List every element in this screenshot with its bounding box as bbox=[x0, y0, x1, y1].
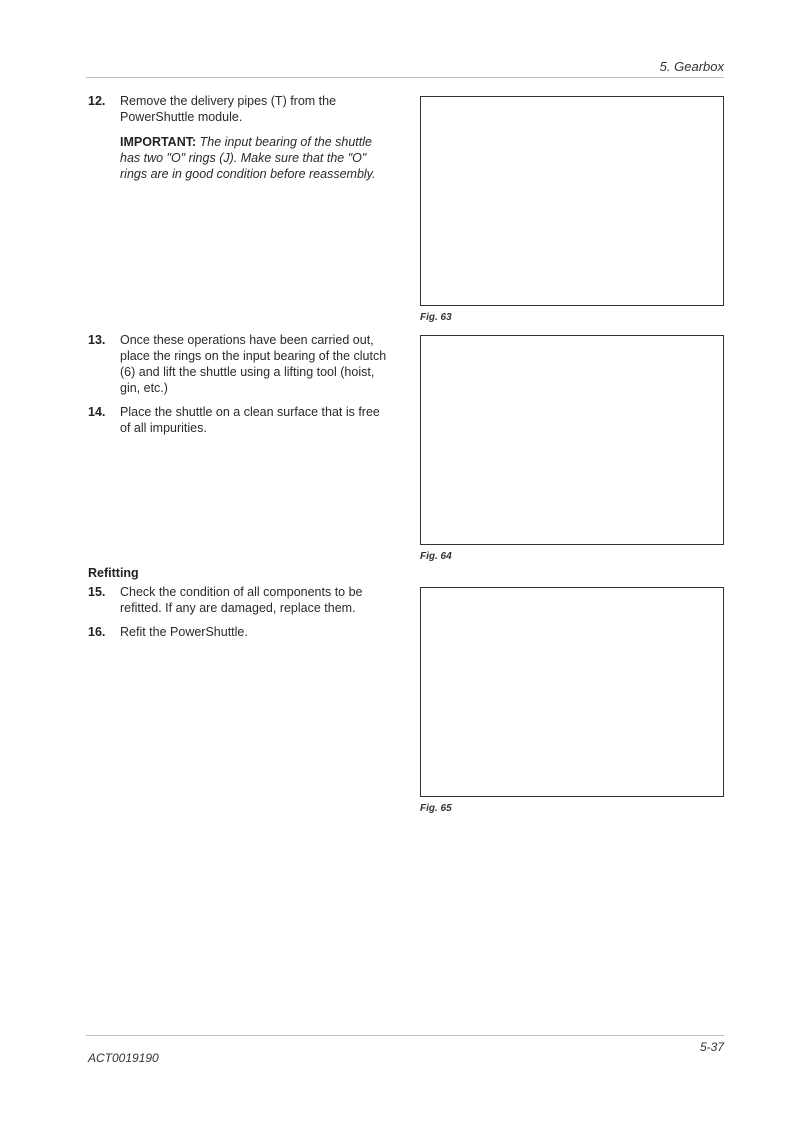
figure-64-frame bbox=[420, 335, 724, 545]
step-text: Once these operations have been carried out, place the rings on the input bearing of the clutch (6) and lift the shuttle using a lifting tool (hoist, gin, etc.) bbox=[120, 333, 387, 395]
step-number: 13. bbox=[88, 333, 106, 347]
figure-63-frame bbox=[420, 96, 724, 306]
figure-65-frame bbox=[420, 587, 724, 797]
page-header-section: 5. Gearbox bbox=[659, 59, 724, 74]
step-text: Remove the delivery pipes (T) from the PowerShuttle module. bbox=[120, 94, 337, 124]
document-code: ACT0019190 bbox=[88, 1051, 159, 1065]
figure-65-caption: Fig. 65 bbox=[420, 803, 452, 814]
step-12 bbox=[88, 93, 388, 182]
step-number: 14. bbox=[88, 405, 106, 419]
step-text: Place the shuttle on a clean surface that is free of all impurities. bbox=[120, 405, 380, 435]
footer-rule bbox=[86, 1035, 724, 1036]
page-number: 5-37 bbox=[699, 1040, 724, 1054]
step-16 bbox=[88, 624, 388, 640]
step-number: 15. bbox=[88, 585, 106, 599]
step-13 bbox=[88, 332, 388, 396]
important-text: The input bearing of the shuttle has two "O" rings (J). Make sure that the "O" rings are in good condition before reassembly. bbox=[120, 135, 376, 181]
step-14 bbox=[88, 404, 388, 436]
step-text: Check the condition of all components to be refitted. If any are damaged, replace them. bbox=[120, 585, 363, 615]
figure-64-caption: Fig. 64 bbox=[420, 551, 452, 562]
important-label: IMPORTANT: bbox=[120, 135, 197, 149]
header-rule bbox=[86, 77, 724, 78]
important-note bbox=[120, 134, 388, 182]
step-number: 12. bbox=[88, 94, 106, 108]
step-text: Refit the PowerShuttle. bbox=[120, 625, 248, 639]
step-15 bbox=[88, 584, 388, 616]
figure-63-caption: Fig. 63 bbox=[420, 312, 452, 323]
step-number: 16. bbox=[88, 625, 106, 639]
section-heading-refitting: Refitting bbox=[88, 566, 139, 580]
